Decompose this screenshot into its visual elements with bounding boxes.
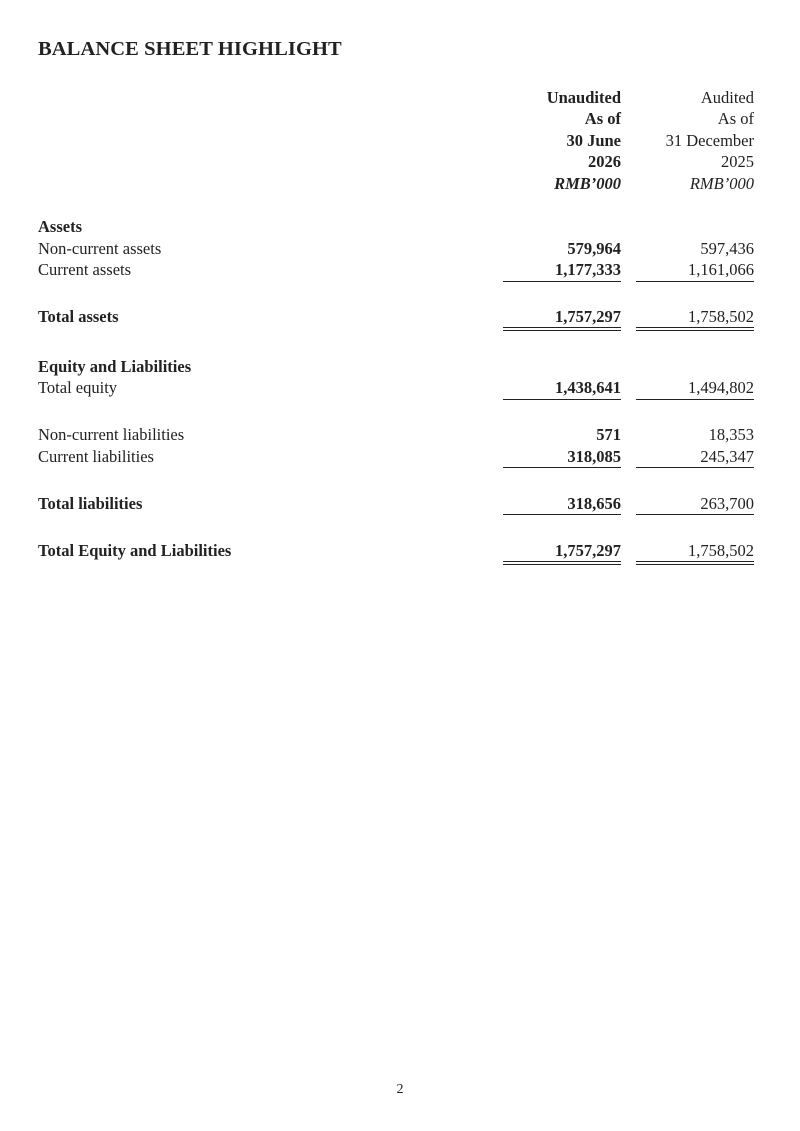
value-audited: 263,700 (700, 494, 754, 513)
column-unit: RMB’000 (554, 174, 621, 193)
value-unaudited: 571 (596, 425, 621, 444)
row-label: Current assets (38, 260, 132, 279)
subtotal-rule (636, 467, 754, 468)
value-unaudited: 1,177,333 (555, 260, 621, 279)
value-unaudited: 318,656 (567, 494, 621, 513)
total-double-rule (503, 564, 621, 565)
row-label: Non-current assets (38, 239, 162, 258)
value-audited: 1,494,802 (688, 378, 754, 397)
total-double-rule (636, 330, 754, 331)
column-year: 2026 (588, 152, 621, 171)
total-double-rule (503, 561, 621, 562)
section-heading-equity-liabilities: Equity and Liabilities (38, 357, 192, 376)
value-unaudited: 1,757,297 (555, 541, 621, 560)
total-double-rule (636, 327, 754, 328)
value-unaudited: 579,964 (567, 239, 621, 258)
column-date: 30 June (566, 131, 621, 150)
subtotal-rule (503, 399, 621, 400)
row-label: Total liabilities (38, 494, 143, 513)
row-label: Non-current liabilities (38, 425, 185, 444)
value-unaudited: 1,757,297 (555, 307, 621, 326)
value-audited: 1,758,502 (688, 541, 754, 560)
value-audited: 245,347 (700, 447, 754, 466)
subtotal-rule (636, 281, 754, 282)
page-number: 2 (396, 1082, 404, 1097)
column-year: 2025 (721, 152, 754, 171)
value-audited: 1,758,502 (688, 307, 754, 326)
column-status: Audited (700, 88, 754, 107)
subtotal-rule (636, 514, 754, 515)
row-label: Total assets (38, 307, 119, 326)
row-label: Total equity (38, 378, 118, 397)
row-label: Total Equity and Liabilities (38, 541, 232, 560)
page-title: BALANCE SHEET HIGHLIGHT (38, 38, 342, 60)
column-as-of: As of (717, 109, 754, 128)
column-date: 31 December (665, 131, 754, 150)
value-unaudited: 318,085 (567, 447, 621, 466)
subtotal-rule (636, 399, 754, 400)
value-audited: 597,436 (700, 239, 754, 258)
total-double-rule (636, 561, 754, 562)
value-unaudited: 1,438,641 (555, 378, 621, 397)
column-unit: RMB’000 (689, 174, 754, 193)
subtotal-rule (503, 514, 621, 515)
subtotal-rule (503, 281, 621, 282)
total-double-rule (503, 330, 621, 331)
total-double-rule (636, 564, 754, 565)
total-double-rule (503, 327, 621, 328)
row-label: Current liabilities (38, 447, 154, 466)
column-as-of: As of (584, 109, 621, 128)
column-status: Unaudited (546, 88, 621, 107)
subtotal-rule (503, 467, 621, 468)
value-audited: 1,161,066 (688, 260, 754, 279)
value-audited: 18,353 (708, 425, 754, 444)
section-heading-assets: Assets (38, 217, 82, 236)
